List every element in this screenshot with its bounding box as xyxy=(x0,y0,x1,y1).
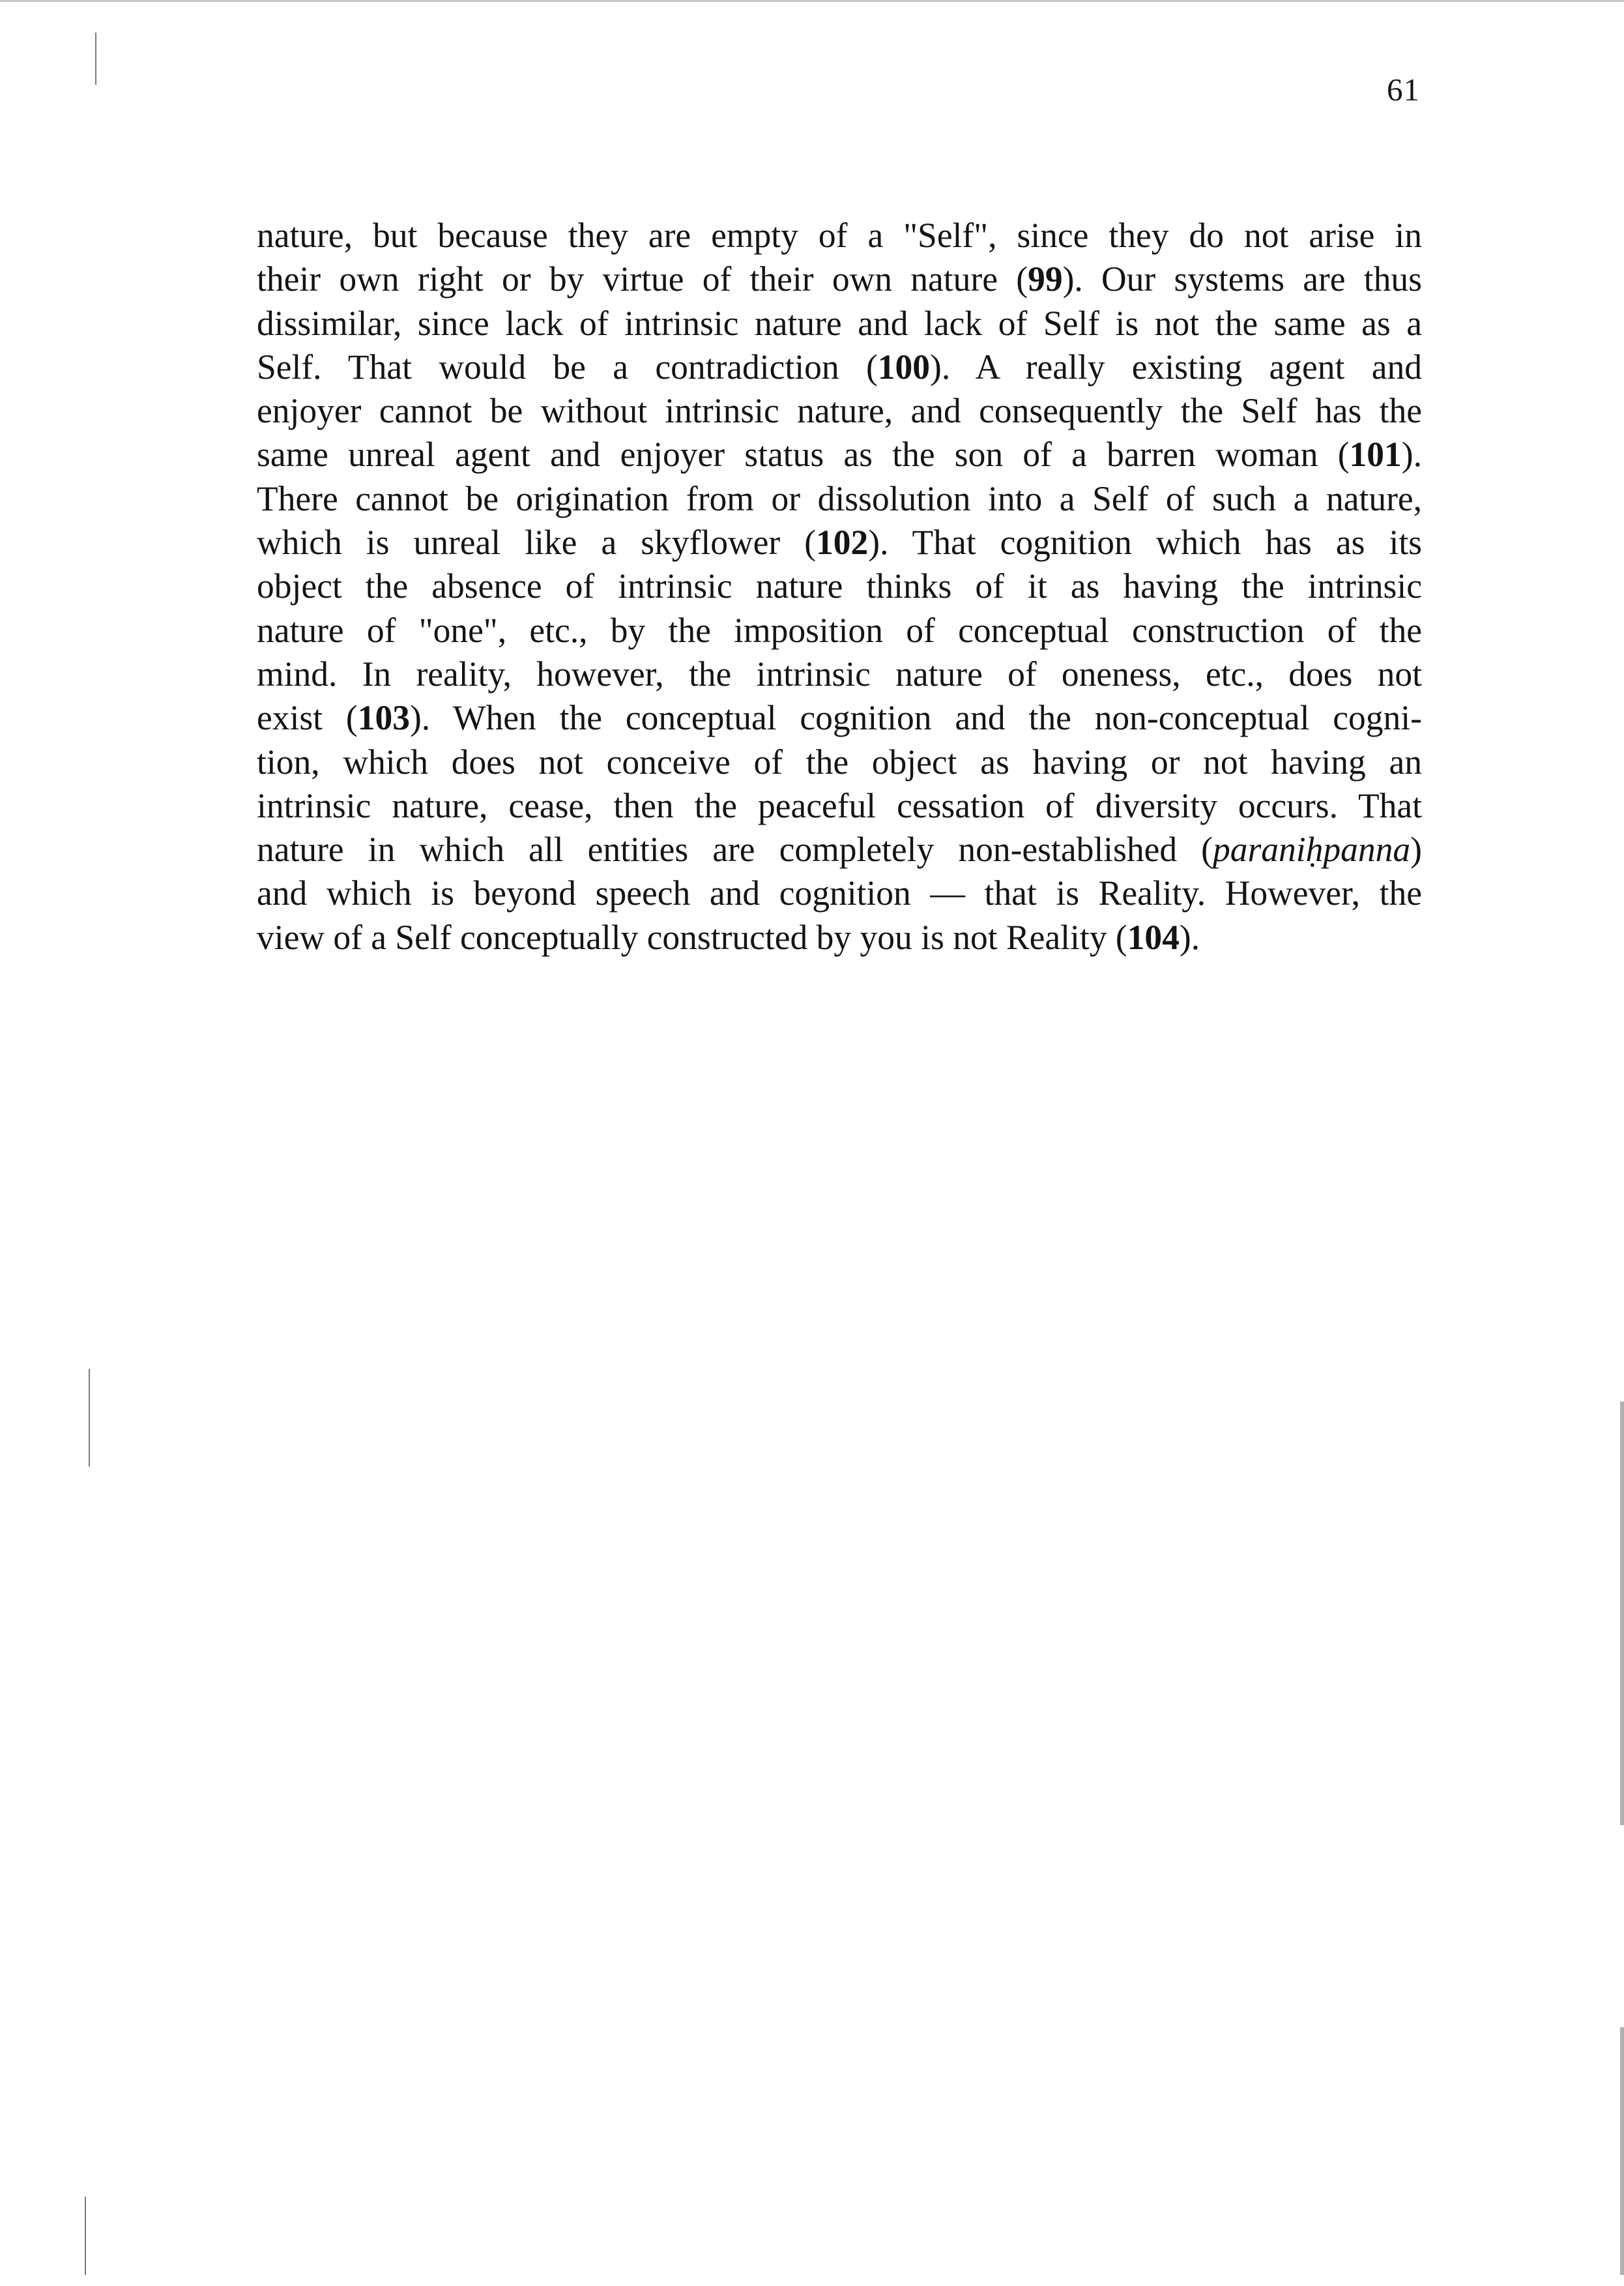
text-line: exist (103). When the conceptual cognition and the non-conceptual cogni- xyxy=(257,698,1422,738)
text-line: and which is beyond speech and cognition — that is Reality. However, the xyxy=(257,873,1422,913)
verse-reference: 101 xyxy=(1349,435,1402,475)
scan-left-mark xyxy=(85,2197,86,2275)
text-line: nature of "one", etc., by the imposition of conceptual construction of the xyxy=(257,610,1422,650)
text-line: view of a Self conceptually constructed by you is not Reality (104). xyxy=(257,917,1200,957)
scan-left-mark xyxy=(89,1369,90,1467)
text-line: which is unreal like a skyflower (102). That cognition which has as its xyxy=(257,523,1422,563)
text-line: There cannot be origination from or dissolution into a Self of such a nature, xyxy=(257,478,1422,518)
scan-top-edge xyxy=(0,0,1624,2)
text-line: object the absence of intrinsic nature thinks of it as having the intrinsic xyxy=(257,566,1422,606)
text-line: dissimilar, since lack of intrinsic nature and lack of Self is not the same as a xyxy=(257,303,1422,343)
body-paragraph xyxy=(257,214,1422,960)
verse-reference: 104 xyxy=(1127,917,1180,957)
text-line: nature in which all entities are completely non-established (paraniḥpanna) xyxy=(257,830,1422,870)
text-line: same unreal agent and enjoyer status as the son of a barren woman (101). xyxy=(257,435,1422,475)
verse-reference: 102 xyxy=(816,523,869,563)
sanskrit-term: paraniḥpanna xyxy=(1212,830,1411,870)
text-line: intrinsic nature, cease, then the peaceful cessation of diversity occurs. That xyxy=(257,785,1422,825)
text-line: Self. That would be a contradiction (100). A really existing agent and xyxy=(257,347,1423,387)
scan-right-edge xyxy=(1620,2027,1624,2275)
verse-reference: 100 xyxy=(877,347,931,387)
text-line: enjoyer cannot be without intrinsic nature, and consequently the Self has the xyxy=(257,391,1422,431)
verse-reference: 99 xyxy=(1028,259,1063,299)
scan-right-edge xyxy=(1620,1401,1624,1825)
scan-left-mark xyxy=(95,33,96,85)
text-line: nature, but because they are empty of a "Self", since they do not arise in xyxy=(257,216,1422,255)
text-line: mind. In reality, however, the intrinsic nature of oneness, etc., does not xyxy=(257,654,1422,694)
verse-reference: 103 xyxy=(357,698,410,738)
text-line: their own right or by virtue of their own nature (99). Our systems are thus xyxy=(257,259,1422,299)
page-number: 61 xyxy=(1387,72,1420,108)
text-line: tion, which does not conceive of the object as having or not having an xyxy=(257,742,1422,782)
